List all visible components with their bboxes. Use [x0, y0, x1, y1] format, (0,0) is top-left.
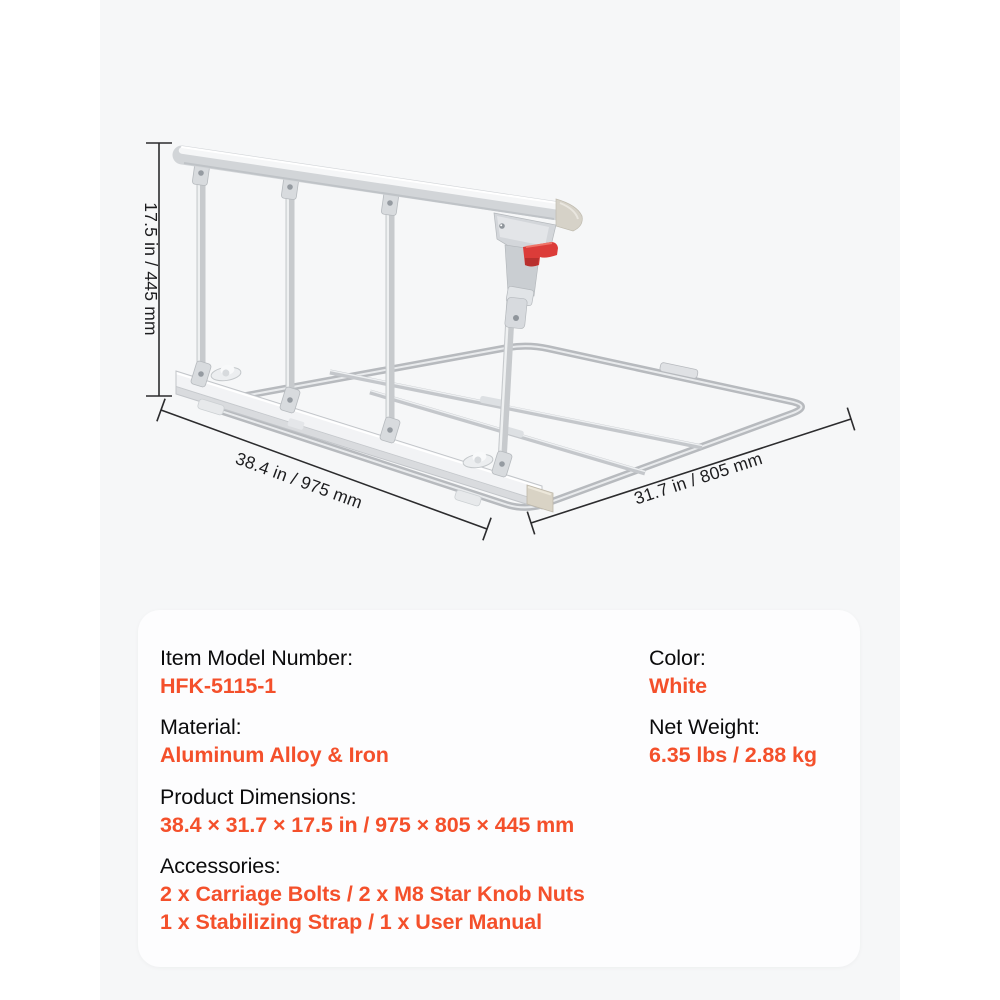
spec-item-material [160, 713, 649, 769]
depth-dimension-label: 31.7 in / 805 mm [631, 448, 765, 509]
spec-item-net-weight [649, 713, 836, 769]
spec-label-material: Material: [160, 715, 242, 739]
spec-label-color: Color: [649, 646, 706, 670]
spec-row-dimensions [160, 783, 836, 839]
spec-value-accessories-line2: 1 x Stabilizing Strap / 1 x User Manual [160, 910, 543, 934]
spec-label-model: Item Model Number: [160, 646, 353, 670]
star-knob-right [462, 450, 494, 470]
spec-value-color: White [649, 674, 708, 698]
base-bar [176, 363, 553, 512]
star-knob-left [210, 363, 242, 383]
spec-item-model [160, 644, 649, 700]
length-dimension-label: 38.4 in / 975 mm [232, 448, 366, 513]
spec-item-color [649, 644, 836, 700]
spec-row-accessories [160, 852, 836, 936]
spec-row-material-weight [160, 713, 836, 769]
spec-row-model-color [160, 644, 836, 700]
spec-item-accessories [160, 852, 836, 936]
spec-item-dimensions [160, 783, 836, 839]
spec-label-dimensions: Product Dimensions: [160, 785, 357, 809]
red-release-latch [523, 242, 558, 267]
spec-label-accessories: Accessories: [160, 854, 281, 878]
spec-value-model: HFK-5115-1 [160, 674, 277, 698]
spec-value-net-weight: 6.35 lbs / 2.88 kg [649, 743, 817, 767]
spec-label-net-weight: Net Weight: [649, 715, 760, 739]
spec-value-material: Aluminum Alloy & Iron [160, 743, 389, 767]
height-dimension-label: 17.5 in / 445 mm [141, 202, 161, 336]
fold-lock-mechanism [494, 213, 558, 329]
spec-value-dimensions: 38.4 × 31.7 × 17.5 in / 975 × 805 × 445 mm [160, 813, 575, 837]
spec-card [138, 610, 860, 967]
spec-value-accessories-line1: 2 x Carriage Bolts / 2 x M8 Star Knob Nuts [160, 882, 585, 906]
